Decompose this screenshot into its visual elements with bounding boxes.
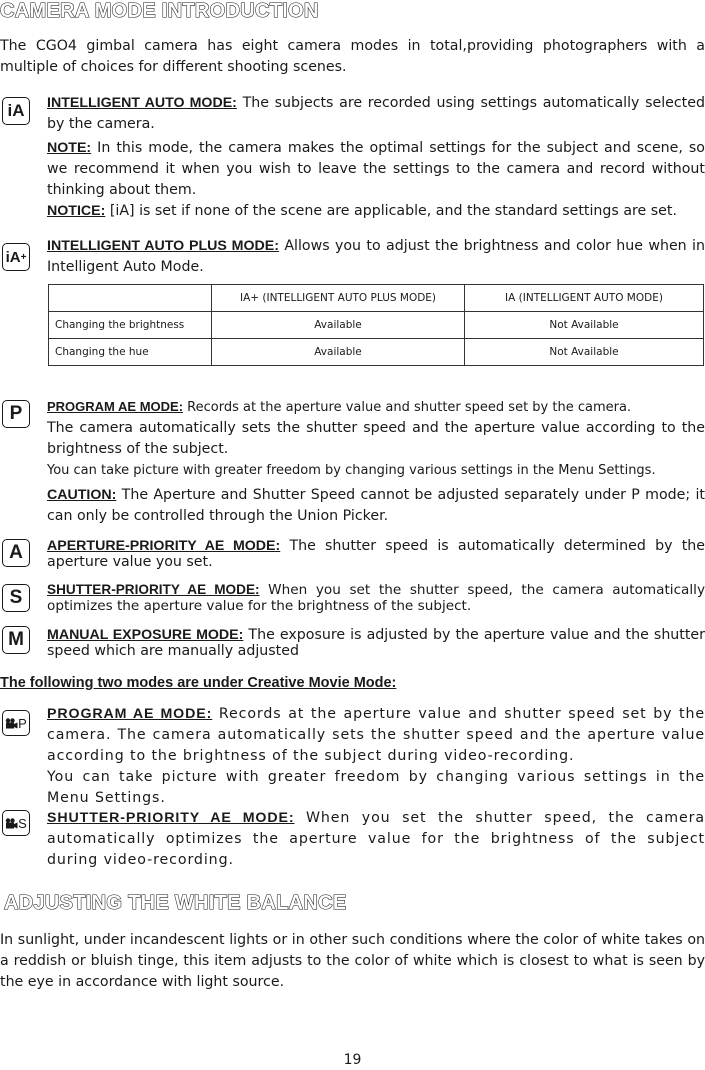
manual-exposure-section bbox=[47, 627, 705, 659]
program-ae-icon: P bbox=[2, 400, 30, 428]
table-cell: Available bbox=[212, 312, 465, 339]
movie-program-menu-note: You can take picture with greater freedom by changing various settings in the Menu Settings. bbox=[47, 769, 705, 806]
aperture-priority-text: The shutter speed is automatically determined by the aperture value you set. bbox=[47, 538, 705, 570]
creative-movie-heading: The following two modes are under Creative Movie Mode: bbox=[0, 675, 397, 691]
movie-program-text: Records at the aperture value and shutter speed set by the camera. The camera automatically sets the shutter speed and the aperture value according to the brightness of the subject during video-recording. bbox=[47, 706, 705, 764]
program-ae-section bbox=[47, 396, 705, 418]
mode-comparison-table bbox=[48, 284, 704, 366]
program-ae-menu-note: You can take picture with greater freedom by changing various settings in the Menu Settings. bbox=[47, 463, 656, 478]
shutter-priority-icon: S bbox=[2, 584, 30, 612]
intelligent-auto-plus-section bbox=[47, 236, 705, 278]
table-cell: Changing the brightness bbox=[49, 312, 212, 339]
notice-label: NOTICE: bbox=[47, 203, 106, 219]
program-ae-description: The camera automatically sets the shutter speed and the aperture value according to the brightness of the subject. bbox=[47, 420, 705, 457]
intelligent-auto-notice bbox=[47, 201, 705, 222]
movie-program-icon: P bbox=[2, 710, 30, 736]
white-balance-title: ADJUSTING THE WHITE BALANCE bbox=[4, 892, 347, 914]
table-cell: Not Available bbox=[465, 339, 704, 366]
movie-shutter-icon: S bbox=[2, 810, 30, 836]
table-row bbox=[49, 339, 704, 366]
table-cell: Not Available bbox=[465, 312, 704, 339]
table-header-cell bbox=[49, 285, 212, 312]
intelligent-auto-note bbox=[47, 138, 705, 201]
shutter-priority-section bbox=[47, 582, 705, 614]
manual-exposure-icon: M bbox=[2, 626, 30, 654]
aperture-priority-label: APERTURE-PRIORITY AE MODE: bbox=[47, 538, 281, 554]
table-cell: Available bbox=[212, 339, 465, 366]
intelligent-auto-label: INTELLIGENT AUTO MODE: bbox=[47, 95, 237, 111]
aperture-priority-section bbox=[47, 538, 705, 570]
manual-exposure-label: MANUAL EXPOSURE MODE: bbox=[47, 627, 244, 643]
movie-program-label: PROGRAM AE MODE: bbox=[47, 706, 213, 722]
aperture-priority-icon: A bbox=[2, 539, 30, 567]
page-title: CAMERA MODE INTRODUCTION bbox=[0, 0, 319, 22]
table-header-cell: IA+ (INTELLIGENT AUTO PLUS MODE) bbox=[212, 285, 465, 312]
movie-shutter-text: When you set the shutter speed, the camera automatically optimizes the aperture value for the brightness of the subject during video-recording. bbox=[47, 810, 705, 868]
intro-paragraph: The CGO4 gimbal camera has eight camera modes in total,providing photographers with a multiple of choices for different shooting scenes. bbox=[0, 38, 705, 75]
shutter-priority-text: When you set the shutter speed, the camera automatically optimizes the aperture value for the brightness of the subject. bbox=[47, 582, 705, 614]
table-header-cell: IA (INTELLIGENT AUTO MODE) bbox=[465, 285, 704, 312]
note-text: In this mode, the camera makes the optimal settings for the subject and scene, so we recommend it when you wish to leave the settings to the camera and record without thinking about them. bbox=[47, 140, 705, 198]
program-ae-caution bbox=[47, 485, 705, 527]
table-cell: Changing the hue bbox=[49, 339, 212, 366]
white-balance-paragraph: In sunlight, under incandescent lights or in other such conditions where the color of white takes on a reddish or bluish tinge, this item adjusts to the color of white which is closest to what is seen by the eye in accordance with light source. bbox=[0, 932, 705, 990]
movie-camera-icon bbox=[5, 718, 18, 729]
notice-text: [iA] is set if none of the scene are applicable, and the standard settings are set. bbox=[105, 203, 677, 219]
intelligent-auto-section bbox=[47, 93, 705, 135]
caution-text: The Aperture and Shutter Speed cannot be adjusted separately under P mode; it can only be controlled through the Union Picker. bbox=[47, 487, 705, 524]
table-header-row bbox=[49, 285, 704, 312]
caution-label: CAUTION: bbox=[47, 487, 117, 503]
intelligent-auto-plus-text: Allows you to adjust the brightness and color hue when in Intelligent Auto Mode. bbox=[47, 238, 705, 275]
intelligent-auto-plus-label: INTELLIGENT AUTO PLUS MODE: bbox=[47, 238, 279, 254]
manual-exposure-text: The exposure is adjusted by the aperture value and the shutter speed which are manually adjusted bbox=[47, 627, 705, 659]
intelligent-auto-icon: iA bbox=[2, 97, 30, 125]
movie-program-section bbox=[47, 704, 705, 767]
program-ae-text: Records at the aperture value and shutter speed set by the camera. bbox=[183, 400, 632, 415]
page-number: 19 bbox=[343, 1052, 362, 1068]
note-label: NOTE: bbox=[47, 140, 92, 156]
program-ae-label: PROGRAM AE MODE: bbox=[47, 399, 184, 414]
intelligent-auto-text: The subjects are recorded using settings automatically selected by the camera. bbox=[47, 95, 705, 132]
movie-shutter-section bbox=[47, 808, 705, 871]
intelligent-auto-plus-icon: iA + bbox=[2, 243, 30, 271]
movie-camera-icon bbox=[5, 818, 18, 829]
table-row bbox=[49, 312, 704, 339]
movie-shutter-label: SHUTTER-PRIORITY AE MODE: bbox=[47, 810, 295, 826]
shutter-priority-label: SHUTTER-PRIORITY AE MODE: bbox=[47, 582, 260, 597]
